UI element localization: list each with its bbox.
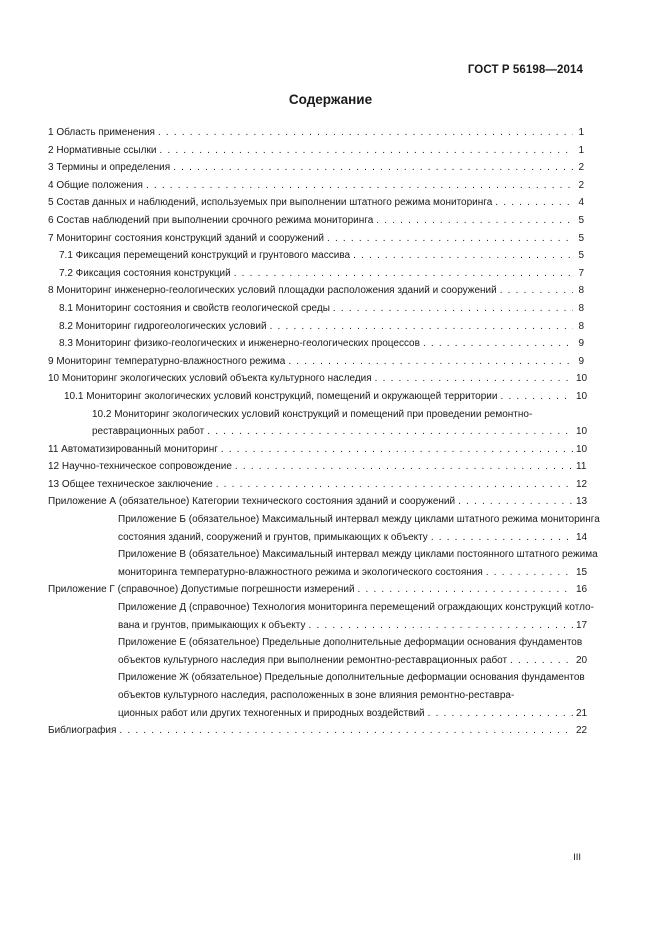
toc-entry-title: 10.1 Мониторинг экологических условий конструкций, помещений и окружающей территории bbox=[64, 390, 498, 402]
toc-entry[interactable] bbox=[48, 493, 588, 511]
toc-entry-title: объектов культурного наследия, расположенных в зоне влияния ремонтно-реставра- bbox=[118, 690, 515, 701]
toc-entry-title: Библиография bbox=[48, 725, 117, 737]
toc-entry-page: 8 bbox=[578, 285, 584, 297]
toc-entry[interactable] bbox=[48, 511, 600, 546]
toc-entry-page: 9 bbox=[578, 355, 584, 367]
toc-entry[interactable] bbox=[48, 388, 588, 406]
toc-entry[interactable] bbox=[48, 441, 588, 459]
toc-entry[interactable] bbox=[48, 406, 588, 441]
toc-entry-page: 9 bbox=[578, 338, 584, 350]
toc-entry-page: 12 bbox=[576, 478, 588, 490]
dot-leader bbox=[207, 423, 573, 441]
toc-entry-page: 14 bbox=[576, 531, 588, 543]
toc-entry-title: Приложение В (обязательное) Максимальный интервал между циклами постоянного штатного режима bbox=[118, 549, 598, 561]
dot-leader bbox=[288, 353, 573, 371]
toc-entry-title: 1 Область применения bbox=[48, 127, 155, 138]
dot-leader bbox=[358, 581, 573, 599]
toc-entry-page: 16 bbox=[576, 584, 588, 596]
toc-entry-page: 5 bbox=[578, 250, 584, 262]
toc-entry-page: 8 bbox=[578, 302, 584, 314]
toc-entry-title: Приложение Г (справочное) Допустимые погрешности измерений bbox=[48, 584, 355, 596]
dot-leader bbox=[333, 300, 573, 318]
dot-leader bbox=[159, 142, 573, 160]
toc-entry[interactable] bbox=[48, 282, 584, 300]
dot-leader bbox=[486, 564, 573, 582]
toc-entry-title: Приложение Б (обязательное) Максимальный интервал между циклами штатного режима мониторинга bbox=[118, 514, 600, 526]
dot-leader bbox=[510, 652, 573, 670]
dot-leader bbox=[216, 476, 573, 494]
dot-leader bbox=[376, 212, 573, 230]
toc-entry-page: 4 bbox=[578, 197, 584, 209]
toc-entry-title: 5 Состав данных и наблюдений, используемых при выполнении штатного режима мониторинга bbox=[48, 197, 493, 209]
toc-entry-page: 10 bbox=[576, 443, 588, 455]
toc-entry-page: 20 bbox=[576, 654, 588, 666]
dot-leader bbox=[500, 388, 573, 406]
toc-entry-title: 6 Состав наблюдений при выполнении срочного режима мониторинга bbox=[48, 214, 374, 226]
toc-entry[interactable] bbox=[48, 177, 584, 195]
toc-entry-title: 7.2 Фиксация состояния конструкций bbox=[59, 267, 231, 279]
toc-entry-page: 2 bbox=[578, 162, 584, 174]
toc-entry-title: Приложение Е (обязательное) Предельные дополнительные деформации основания фундаментов bbox=[118, 637, 583, 649]
toc-entry-page: 2 bbox=[578, 179, 584, 191]
toc-entry-page: 17 bbox=[576, 619, 588, 631]
toc-entry-page: 5 bbox=[578, 214, 584, 226]
toc-entry-title: 7.1 Фиксация перемещений конструкций и грунтового массива bbox=[59, 250, 351, 262]
toc-entry[interactable] bbox=[48, 546, 598, 581]
toc-entry-title: 10 Мониторинг экологических условий объекта культурного наследия bbox=[48, 373, 372, 385]
toc-entry-title: 10.2 Мониторинг экологических условий конструкций и помещений при проведении ремонтно- bbox=[92, 408, 533, 420]
toc-entry-title: 8.2 Мониторинг гидрогеологических условий bbox=[59, 320, 267, 332]
toc-entry-title: 2 Нормативные ссылки bbox=[48, 144, 157, 156]
toc-entry-page: 1 bbox=[578, 144, 584, 156]
toc-entry-page: 10 bbox=[576, 426, 588, 438]
toc-entry-title: Приложение Д (справочное) Технология мониторинга перемещений ограждающих конструкций котло- bbox=[118, 602, 594, 614]
toc-entry-title: 11 Автоматизированный мониторинг bbox=[48, 443, 218, 455]
toc-entry-title: вана и грунтов, примыкающих к объекту bbox=[118, 619, 306, 631]
dot-leader bbox=[375, 370, 573, 388]
table-of-contents bbox=[48, 124, 600, 740]
toc-entry-title: 8.1 Мониторинг состояния и свойств геологической среды bbox=[59, 302, 330, 314]
toc-entry[interactable] bbox=[48, 722, 588, 740]
toc-entry[interactable] bbox=[48, 669, 588, 722]
dot-leader bbox=[221, 441, 573, 459]
toc-entry-page: 13 bbox=[576, 496, 588, 508]
dot-leader bbox=[458, 493, 573, 511]
toc-entry[interactable] bbox=[48, 318, 584, 336]
toc-entry[interactable] bbox=[48, 599, 594, 634]
toc-entry[interactable] bbox=[48, 194, 584, 212]
toc-entry-title: Приложение А (обязательное) Категории технического состояния зданий и сооружений bbox=[48, 496, 456, 508]
dot-leader bbox=[119, 722, 573, 740]
dot-leader bbox=[353, 247, 573, 265]
toc-entry-title: 8 Мониторинг инженерно-геологических условий площадки расположения зданий и сооружений bbox=[48, 285, 497, 297]
toc-entry[interactable] bbox=[48, 335, 584, 353]
toc-entry-title: 8.3 Мониторинг физико-геологических и инженерно-геологических процессов bbox=[59, 338, 420, 350]
dot-leader bbox=[495, 194, 573, 212]
toc-entry[interactable] bbox=[48, 124, 584, 142]
page-number: III bbox=[573, 852, 581, 863]
toc-entry[interactable] bbox=[48, 212, 584, 230]
toc-entry-title: реставрационных работ bbox=[92, 426, 205, 438]
toc-entry-title: объектов культурного наследия при выполнении ремонтно-реставрационных работ bbox=[118, 654, 508, 666]
toc-entry-title: мониторинга температурно-влажностного режима и экологического состояния bbox=[118, 566, 483, 578]
toc-entry-page: 5 bbox=[578, 232, 584, 244]
dot-leader bbox=[308, 617, 573, 635]
toc-entry-page: 1 bbox=[578, 127, 584, 138]
dot-leader bbox=[327, 230, 573, 248]
toc-entry-page: 21 bbox=[576, 707, 588, 719]
toc-entry-title: 7 Мониторинг состояния конструкций зданий и сооружений bbox=[48, 232, 324, 244]
toc-entry[interactable] bbox=[48, 370, 588, 388]
dot-leader bbox=[270, 318, 573, 336]
dot-leader bbox=[431, 529, 573, 547]
toc-entry-page: 10 bbox=[576, 373, 588, 385]
toc-entry[interactable] bbox=[48, 353, 584, 371]
toc-entry[interactable] bbox=[48, 142, 584, 160]
toc-entry-page: 7 bbox=[578, 267, 584, 279]
toc-entry[interactable] bbox=[48, 265, 584, 283]
toc-entry-title: 3 Термины и определения bbox=[48, 162, 171, 174]
dot-leader bbox=[235, 458, 573, 476]
toc-entry[interactable] bbox=[48, 300, 584, 318]
dot-leader bbox=[146, 177, 573, 195]
toc-entry-title: 12 Научно-техническое сопровождение bbox=[48, 461, 232, 473]
toc-entry-page: 8 bbox=[578, 320, 584, 332]
toc-entry[interactable] bbox=[48, 247, 584, 265]
toc-entry[interactable] bbox=[48, 476, 588, 494]
toc-entry-title: 13 Общее техническое заключение bbox=[48, 478, 213, 490]
toc-entry-page: 15 bbox=[576, 566, 588, 578]
toc-entry-title: 9 Мониторинг температурно-влажностного режима bbox=[48, 355, 286, 367]
dot-leader bbox=[173, 159, 573, 177]
toc-entry-title: 4 Общие положения bbox=[48, 179, 143, 191]
toc-entry-page: 22 bbox=[576, 725, 588, 737]
toc-entry[interactable] bbox=[48, 634, 588, 669]
toc-entry[interactable] bbox=[48, 230, 584, 248]
toc-entry-title: ционных работ или других техногенных и природных воздействий bbox=[118, 707, 425, 719]
page-title: Содержание bbox=[288, 92, 373, 107]
toc-entry-page: 11 bbox=[576, 461, 587, 473]
toc-entry-page: 10 bbox=[576, 390, 588, 402]
dot-leader bbox=[500, 282, 573, 300]
toc-entry-title: Приложение Ж (обязательное) Предельные дополнительные деформации основания фундаментов bbox=[118, 672, 585, 684]
toc-entry[interactable] bbox=[48, 159, 584, 177]
dot-leader bbox=[234, 265, 573, 283]
dot-leader bbox=[158, 124, 573, 142]
toc-entry-title: состояния зданий, сооружений и грунтов, примыкающих к объекту bbox=[118, 531, 428, 543]
document-code: ГОСТ Р 56198—2014 bbox=[467, 64, 583, 76]
toc-entry[interactable] bbox=[48, 581, 588, 599]
dot-leader bbox=[423, 335, 573, 353]
toc-entry[interactable] bbox=[48, 458, 587, 476]
dot-leader bbox=[428, 705, 573, 723]
